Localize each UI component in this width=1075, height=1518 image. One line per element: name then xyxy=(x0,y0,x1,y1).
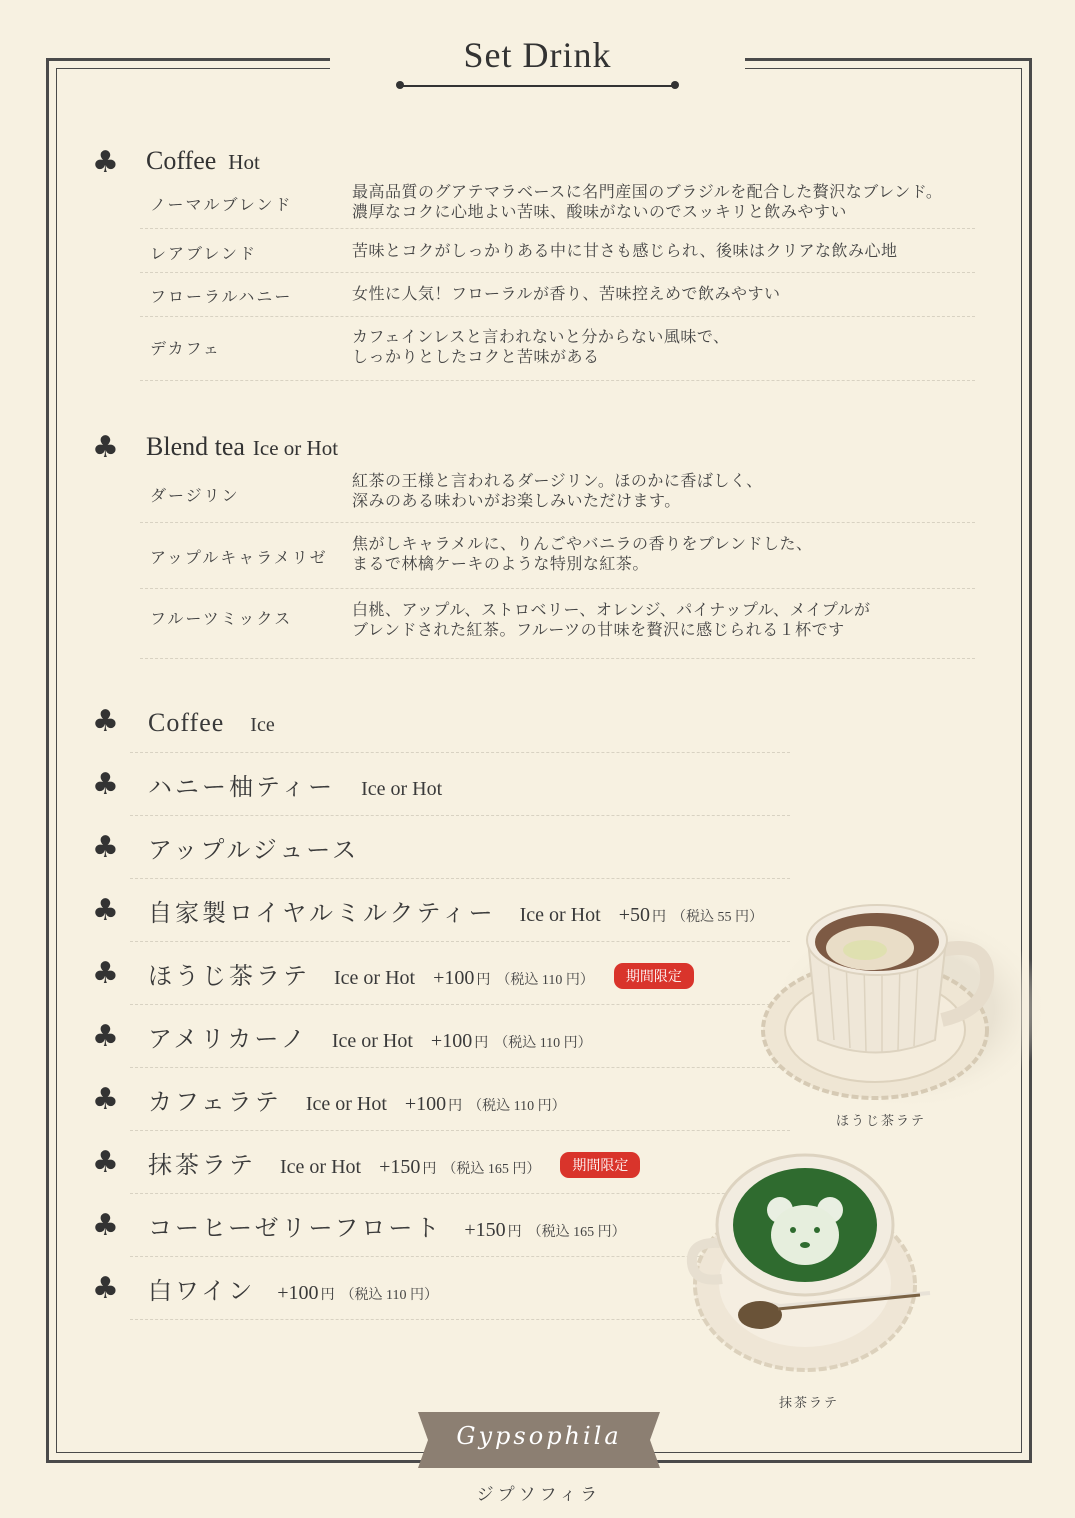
item-price: +100 xyxy=(404,1093,447,1115)
row-name: フローラルハニー xyxy=(150,287,293,306)
desc-line: しっかりとしたコクと苦味がある xyxy=(352,347,600,366)
row-name: フルーツミックス xyxy=(150,609,293,628)
menu-row xyxy=(140,588,975,659)
desc-line: 深みのある味わいがお楽しみいただけます。 xyxy=(352,491,681,510)
menu-row xyxy=(140,466,975,523)
club-icon: ♣ xyxy=(92,956,119,991)
matcha-latte-photo xyxy=(680,1145,950,1385)
menu-item xyxy=(92,1005,790,1068)
item-name: コーヒーゼリーフロート xyxy=(148,1214,443,1242)
item-name: カフェラテ xyxy=(148,1088,282,1116)
row-name: ダージリン xyxy=(150,486,240,505)
section-title-coffee-hot xyxy=(146,146,260,176)
row-name: アップルキャラメリゼ xyxy=(150,548,328,567)
item-price: +50 xyxy=(618,904,650,926)
club-icon: ♣ xyxy=(92,704,119,739)
menu-row xyxy=(140,522,975,589)
item-name: 白ワイン xyxy=(148,1277,256,1305)
item-tax: （税込 110 円） xyxy=(468,1099,566,1114)
row-description xyxy=(352,284,781,304)
title-dot-right xyxy=(671,81,679,89)
item-yen: 円 xyxy=(448,1099,463,1114)
menu-row xyxy=(140,316,975,381)
menu-row xyxy=(140,228,975,273)
menu-item xyxy=(92,1068,790,1131)
row-description xyxy=(352,471,763,511)
section-title-blend-tea xyxy=(146,432,338,462)
menu-row xyxy=(140,272,975,317)
item-yen: 円 xyxy=(652,910,666,925)
item-name: 自家製ロイヤルミルクティー xyxy=(148,899,496,927)
section-temp: Ice or Hot xyxy=(252,436,339,460)
club-icon: ♣ xyxy=(92,145,119,180)
desc-line: 苦味とコクがしっかりある中に甘さも感じられ、後味はクリアな飲み心地 xyxy=(352,241,898,260)
item-yen: 円 xyxy=(320,1288,335,1303)
item-price: +100 xyxy=(433,967,475,989)
item-price: +100 xyxy=(430,1030,473,1052)
desc-line: まるで林檎ケーキのような特別な紅茶。 xyxy=(352,554,649,573)
limited-badge: 期間限定 xyxy=(614,963,694,989)
desc-line: 最高品質のグアテマラベースに名門産国のブラジルを配合した贅沢なブレンド。 xyxy=(352,182,943,201)
page-title: Set Drink xyxy=(463,35,612,75)
item-tax: （税込 165 円） xyxy=(527,1225,626,1240)
menu-item xyxy=(92,816,790,879)
section-name: Coffee xyxy=(146,146,217,175)
item-price: +100 xyxy=(277,1282,319,1304)
item-temp: Ice xyxy=(250,714,275,736)
item-tax: （税込 55 円） xyxy=(672,910,763,925)
menu-item xyxy=(92,942,790,1005)
desc-line: ブレンドされた紅茶。フルーツの甘味を贅沢に感じられる１杯です xyxy=(352,620,845,639)
menu-item xyxy=(92,753,790,816)
club-icon: ♣ xyxy=(92,430,119,465)
item-yen: 円 xyxy=(476,973,491,988)
menu-row xyxy=(140,180,975,229)
club-icon: ♣ xyxy=(92,1019,119,1054)
item-yen: 円 xyxy=(507,1225,522,1240)
item-name: Coffee xyxy=(148,708,225,737)
item-price: +150 xyxy=(464,1219,506,1241)
item-yen: 円 xyxy=(422,1162,437,1177)
photo-caption-hojicha: ほうじ茶ラテ xyxy=(836,1114,927,1129)
item-price: +150 xyxy=(379,1156,421,1178)
photo-caption-matcha: 抹茶ラテ xyxy=(779,1396,840,1411)
item-temp: Ice or Hot xyxy=(361,778,443,800)
item-temp: Ice or Hot xyxy=(305,1093,387,1115)
desc-line: 紅茶の王様と言われるダージリン。ほのかに香ばしく、 xyxy=(352,471,763,490)
desc-line: 焦がしキャラメルに、りんごやバニラの香りをブレンドした、 xyxy=(352,534,813,553)
brand-logo: Gypsophila xyxy=(456,1422,622,1450)
brand-name-kana: ジプソフィラ xyxy=(476,1485,602,1505)
limited-badge: 期間限定 xyxy=(560,1152,640,1178)
menu-item xyxy=(92,690,790,753)
title-underline xyxy=(400,85,675,87)
section-temp: Hot xyxy=(228,150,260,174)
club-icon: ♣ xyxy=(92,1082,119,1117)
item-tax: （税込 110 円） xyxy=(340,1288,439,1303)
item-tax: （税込 110 円） xyxy=(496,973,594,988)
club-icon: ♣ xyxy=(92,767,119,802)
hojicha-latte-photo xyxy=(750,890,1050,1110)
item-name: アップルジュース xyxy=(148,836,360,864)
row-description xyxy=(352,600,871,640)
row-description xyxy=(352,327,730,367)
item-name: ほうじ茶ラテ xyxy=(148,962,310,990)
club-icon: ♣ xyxy=(92,830,119,865)
item-name: ハニー柚ティー xyxy=(148,773,336,801)
row-name: ノーマルブレンド xyxy=(150,195,293,214)
item-yen: 円 xyxy=(474,1036,489,1051)
row-description xyxy=(352,534,812,574)
row-description xyxy=(352,182,942,222)
item-tax: （税込 110 円） xyxy=(494,1036,592,1051)
menu-item xyxy=(92,879,790,942)
club-icon: ♣ xyxy=(92,1208,119,1243)
item-temp: Ice or Hot xyxy=(280,1156,362,1178)
desc-line: 濃厚なコクに心地よい苦味、酸味がないのでスッキリと飲みやすい xyxy=(352,202,847,221)
desc-line: 白桃、アップル、ストロベリー、オレンジ、パイナップル、メイプルが xyxy=(352,600,871,619)
club-icon: ♣ xyxy=(92,1145,119,1180)
row-name: レアブレンド xyxy=(150,244,257,263)
club-icon: ♣ xyxy=(92,1271,119,1306)
item-tax: （税込 165 円） xyxy=(442,1162,541,1177)
item-name: 抹茶ラテ xyxy=(148,1151,256,1179)
row-name: デカフェ xyxy=(150,339,221,358)
section-name: Blend tea xyxy=(146,432,245,461)
item-temp: Ice or Hot xyxy=(519,904,601,926)
item-temp: Ice or Hot xyxy=(331,1030,413,1052)
item-name: アメリカーノ xyxy=(148,1025,308,1053)
row-description xyxy=(352,241,897,261)
desc-line: 女性に人気！フローラルが香り、苦味控えめで飲みやすい xyxy=(352,284,781,303)
club-icon: ♣ xyxy=(92,893,119,928)
item-temp: Ice or Hot xyxy=(334,967,416,989)
title-dot-left xyxy=(396,81,404,89)
desc-line: カフェインレスと言われないと分からない風味で、 xyxy=(352,327,730,346)
